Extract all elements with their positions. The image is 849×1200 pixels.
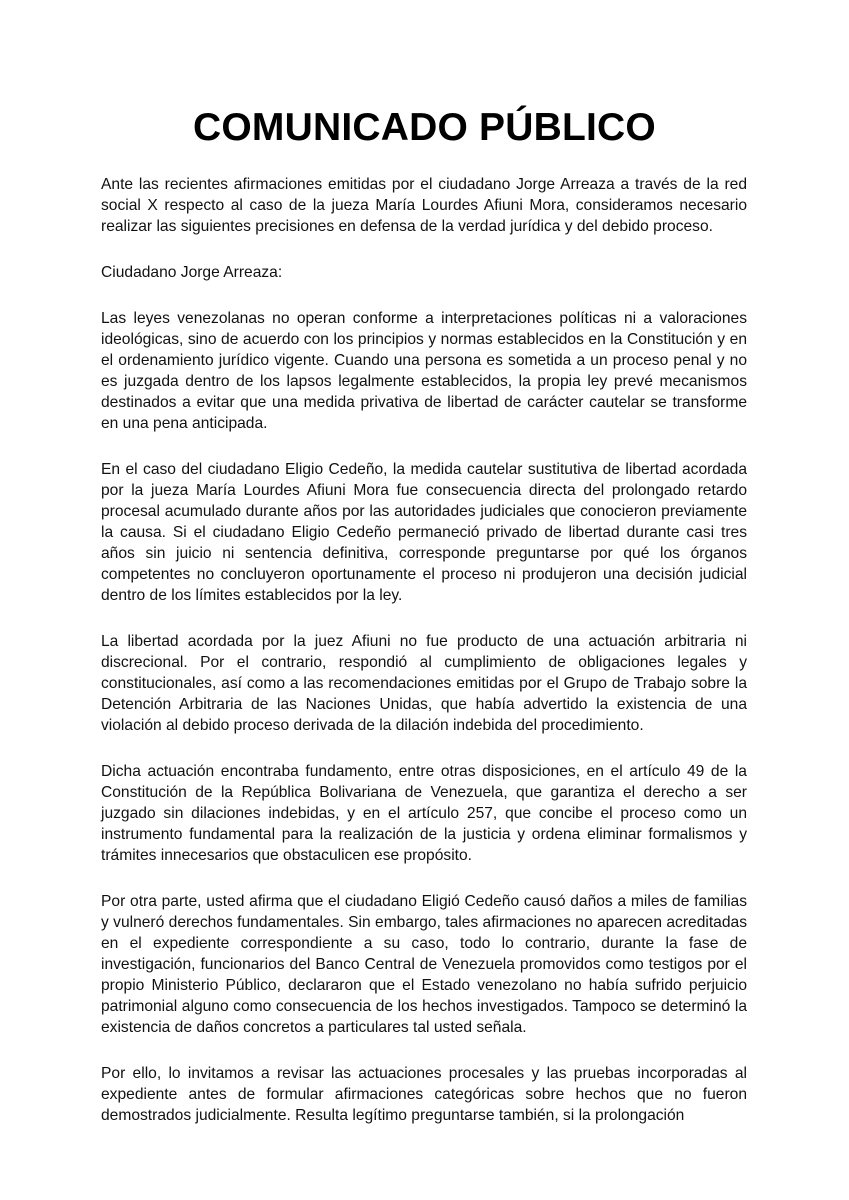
paragraph-invitation: Por ello, lo invitamos a revisar las actuaciones procesales y las pruebas incorporadas al expediente antes de formular afirmaciones categóricas sobre hechos que no fueron demostrados judicialmente. Resulta legítimo preguntarse también, si la prolongación [101,1065,747,1124]
document-body [101,174,747,1126]
paragraph-damages: Por otra parte, usted afirma que el ciudadano Eligió Cedeño causó daños a miles de familias y vulneró derechos fundamentales. Sin embargo, tales afirmaciones no aparecen acreditadas en el expediente correspondiente a su caso, todo lo contrario, durante la fase de investigación, funcionarios del Banco Central de Venezuela promovidos como testigos por el propio Ministerio Público, declararon que el Estado venezolano no había sufrido perjuicio patrimonial alguno como consecuencia de los hechos investigados. Tampoco se determinó la existencia de daños concretos a particulares tal usted señala. [101,893,747,1036]
paragraph-salutation: Ciudadano Jorge Arreaza: [101,264,283,281]
paragraph-afiuni-release: La libertad acordada por la juez Afiuni no fue producto de una actuación arbitraria ni discrecional. Por el contrario, respondió al cumplimiento de obligaciones legales y constitucionales, así como a las recomendaciones emitidas por el Grupo de Trabajo sobre la Detención Arbitraria de las Naciones Unidas, que había advertido la existencia de una violación al debido proceso derivada de la dilación indebida del procedimiento. [101,633,747,734]
paragraph-cedeno-case: En el caso del ciudadano Eligio Cedeño, la medida cautelar sustitutiva de libertad acordada por la jueza María Lourdes Afiuni Mora fue consecuencia directa del prolongado retardo procesal acumulado durante años por las autoridades judiciales que conocieron previamente la causa. Si el ciudadano Eligio Cedeño permaneció privado de libertad durante casi tres años sin juicio ni sentencia definitiva, corresponde preguntarse por qué los órganos competentes no concluyeron oportunamente el proceso ni produjeron una decisión judicial dentro de los límites establecidos por la ley. [101,461,747,604]
paragraph-intro: Ante las recientes afirmaciones emitidas por el ciudadano Jorge Arreaza a través de la red social X respecto al caso de la jueza María Lourdes Afiuni Mora, consideramos necesario realizar las siguientes precisiones en defensa de la verdad jurídica y del debido proceso. [101,176,747,235]
paragraph-laws: Las leyes venezolanas no operan conforme a interpretaciones políticas ni a valoraciones ideológicas, sino de acuerdo con los principios y normas establecidos en la Constitución y en el ordenamiento jurídico vigente. Cuando una persona es sometida a un proceso penal y no es juzgada dentro de los lapsos legalmente establecidos, la propia ley prevé mecanismos destinados a evitar que una medida privativa de libertad de carácter cautelar se transforme en una pena anticipada. [101,310,747,432]
document-title: COMUNICADO PÚBLICO [193,106,656,149]
paragraph-constitution: Dicha actuación encontraba fundamento, entre otras disposiciones, en el artículo 49 de la Constitución de la República Bolivariana de Venezuela, que garantiza el derecho a ser juzgado sin dilaciones indebidas, y en el artículo 257, que concibe el proceso como un instrumento fundamental para la realización de la justicia y ordena eliminar formalismos y trámites innecesarios que obstaculicen ese propósito. [101,763,747,864]
